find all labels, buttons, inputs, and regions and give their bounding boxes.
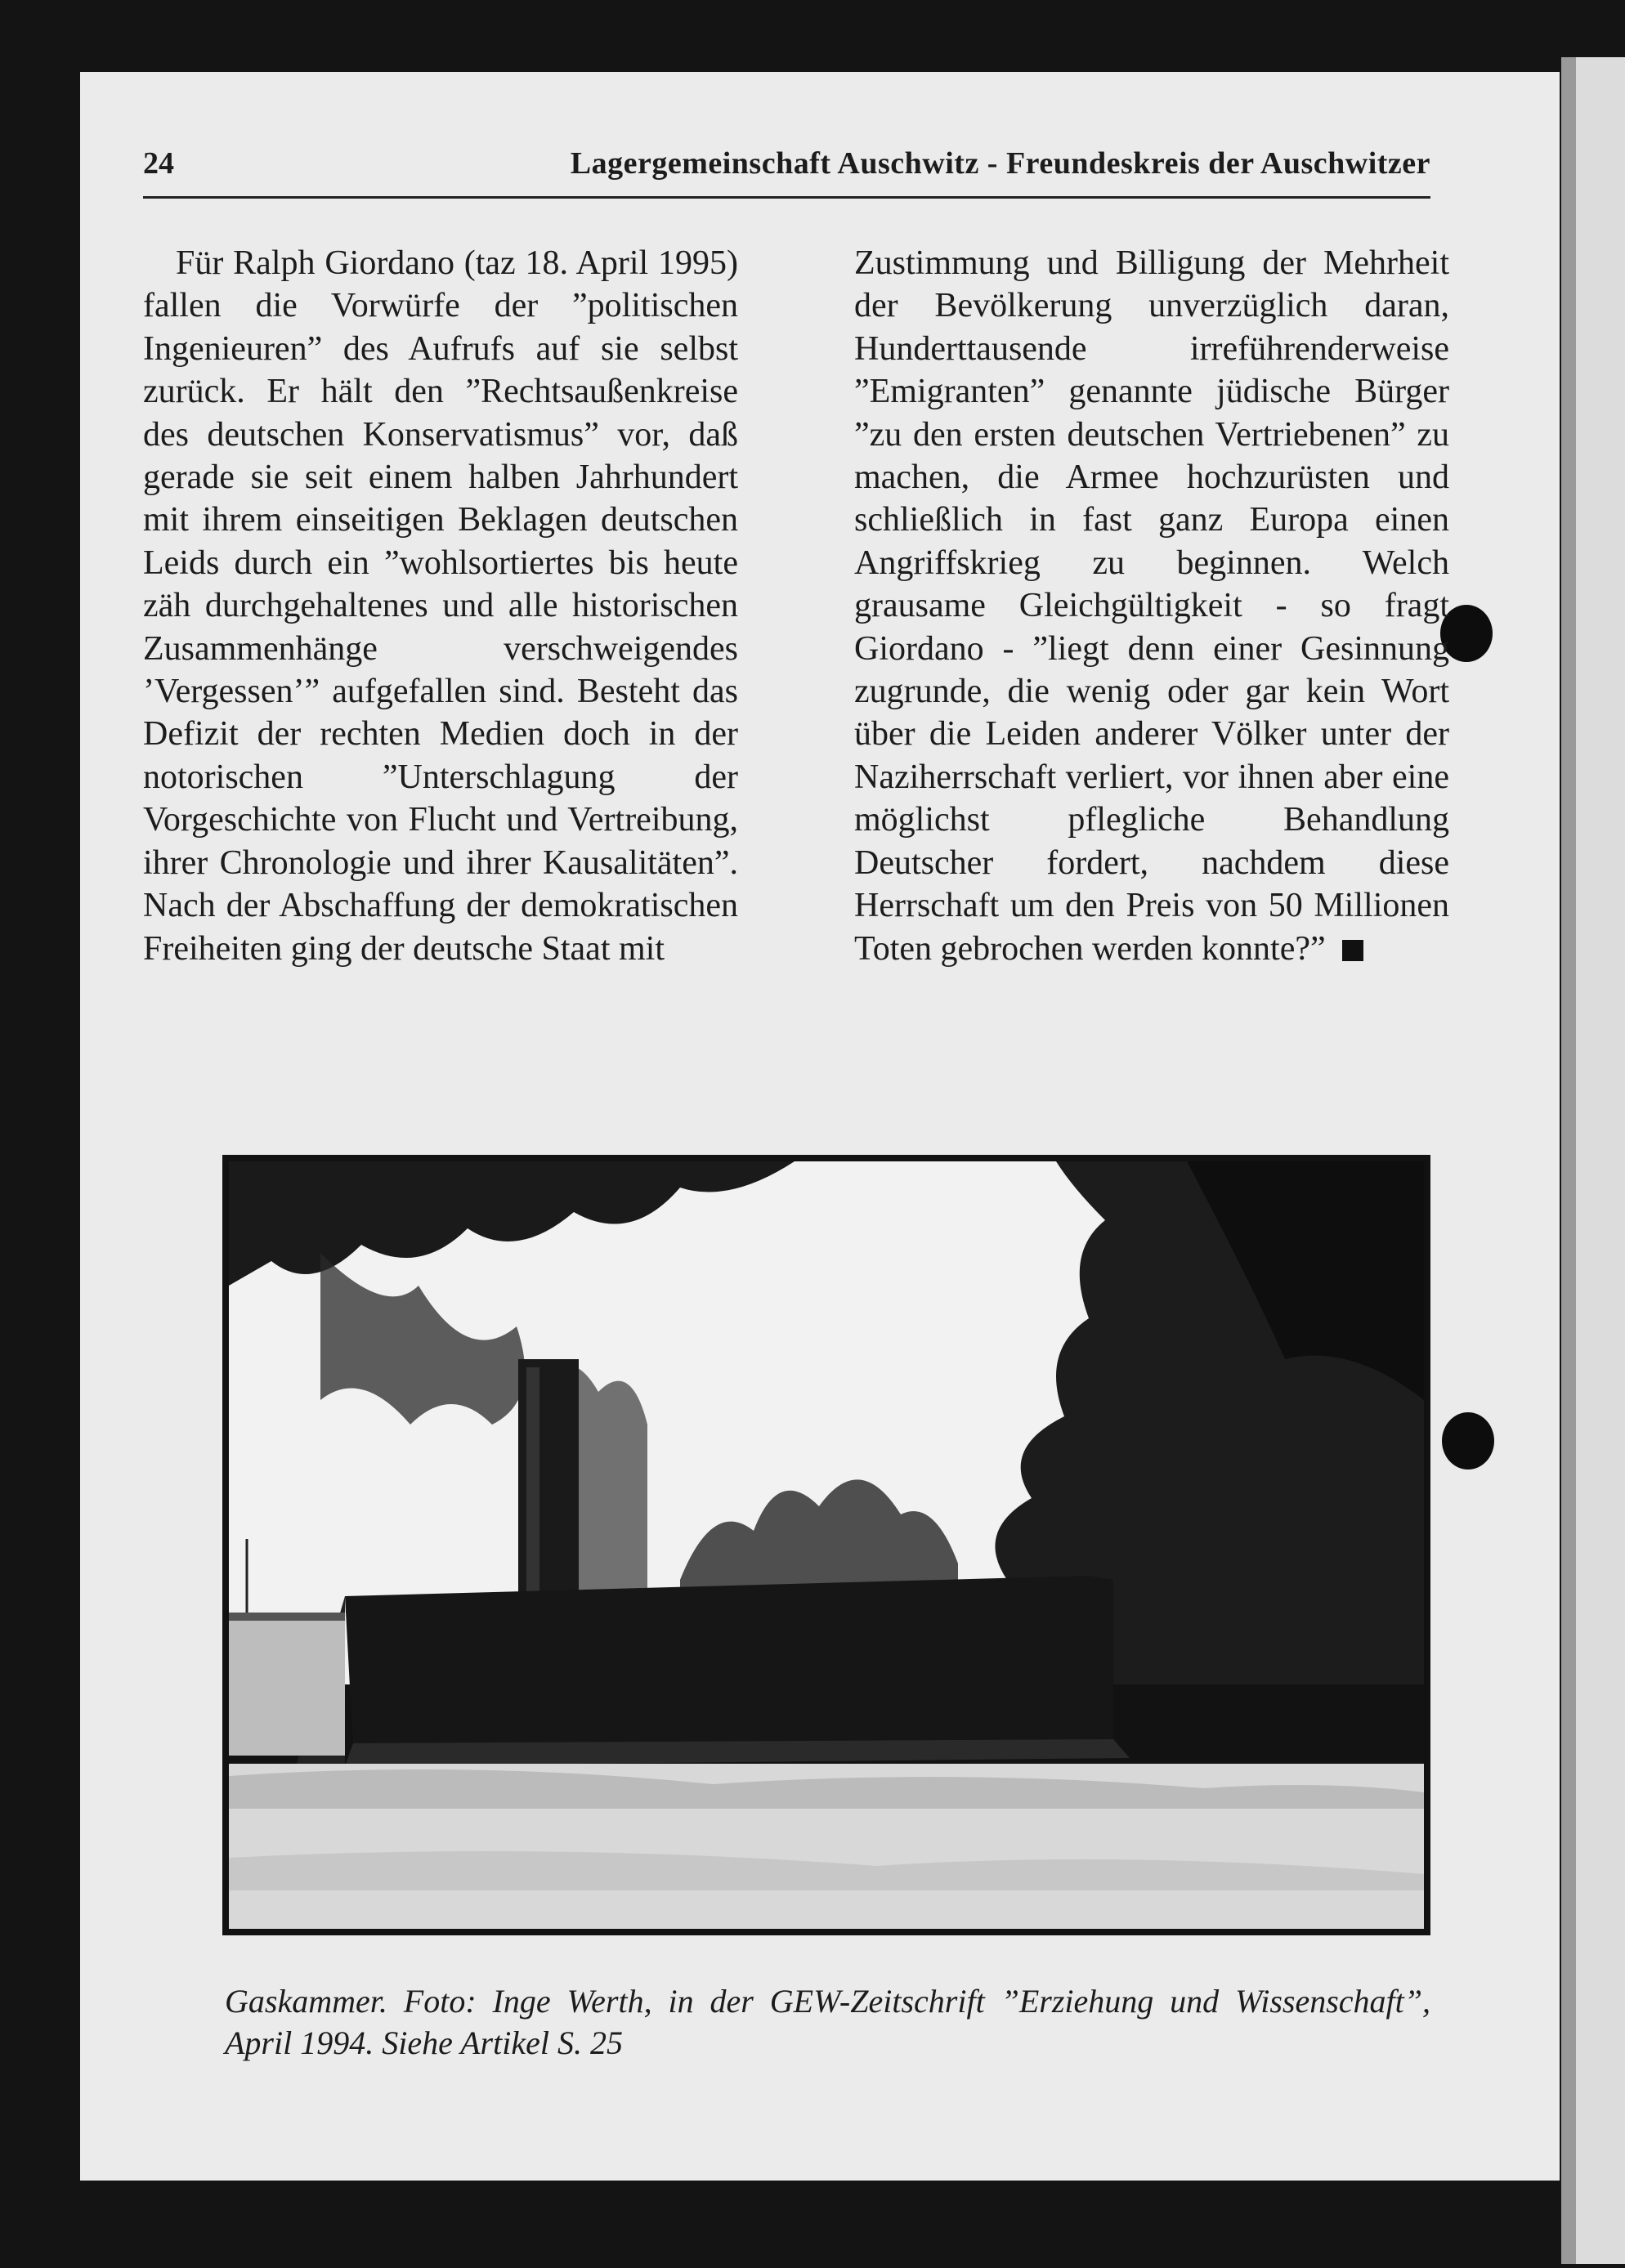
article-column-right [854,242,1449,970]
publication-title: Lagergemeinschaft Auschwitz - Freundeskreis der Auschwitzer [570,146,1430,181]
punch-hole-lower [1442,1412,1494,1470]
article-column-left [143,242,738,970]
gas-chamber-photo [222,1155,1430,1935]
article-text-left: Für Ralph Giordano (taz 18. April 1995) fallen die Vorwürfe der ”politischen Ingenieuren” des Aufrufs auf sie selbst zurück. Er hält den ”Rechtsaußenkreise des deutschen Konservatismus” vor, daß gerade sie seit einem halben Jahrhundert mit ihrem einseitigen Beklagen deutschen Leids durch ein ”wohlsortiertes bis heute zäh durchgehaltenes und alle historischen Zusammenhänge verschweigendes ’Vergessen’” aufgefallen sind. Besteht das Defizit der rechten Medien doch in der notorischen ”Unterschlagung der Vorgeschichte von Flucht und Vertreibung, ihrer Chronologie und ihrer Kausalitäten”. Nach der Abschaffung der demokratischen Freiheiten ging der deutsche Staat mit [143,244,738,968]
page-number: 24 [143,146,174,181]
end-of-article-mark [1342,940,1363,961]
running-header [143,145,1430,199]
adjacent-page-edge [1561,57,1625,2264]
photo-caption: Gaskammer. Foto: Inge Werth, in der GEW-Zeitschrift ”Erziehung und Wissenschaft”, April 1994. Siehe Artikel S. 25 [225,1983,1430,2061]
article-text-right: Zustimmung und Billigung der Mehrheit der Bevölkerung unverzüglich daran, Hunderttausende irreführenderweise ”Emigranten” genannte jüdische Bürger ”zu den ersten deutschen Vertriebenen” zu machen, die Armee hochzurüsten und schließlich in fast ganz Europa einen Angriffskrieg zu beginnen. Welch grausame Gleichgültigkeit - so fragt Giordano - ”liegt denn einer Gesinnung zugrunde, die wenig oder gar kein Wort über die Leiden anderer Völker unter der Naziherrschaft verliert, vor ihnen aber eine möglichst pflegliche Behandlung Deutscher fordert, nachdem diese Herrschaft um den Preis von 50 Millionen Toten gebrochen werden konnte?” [854,244,1449,968]
